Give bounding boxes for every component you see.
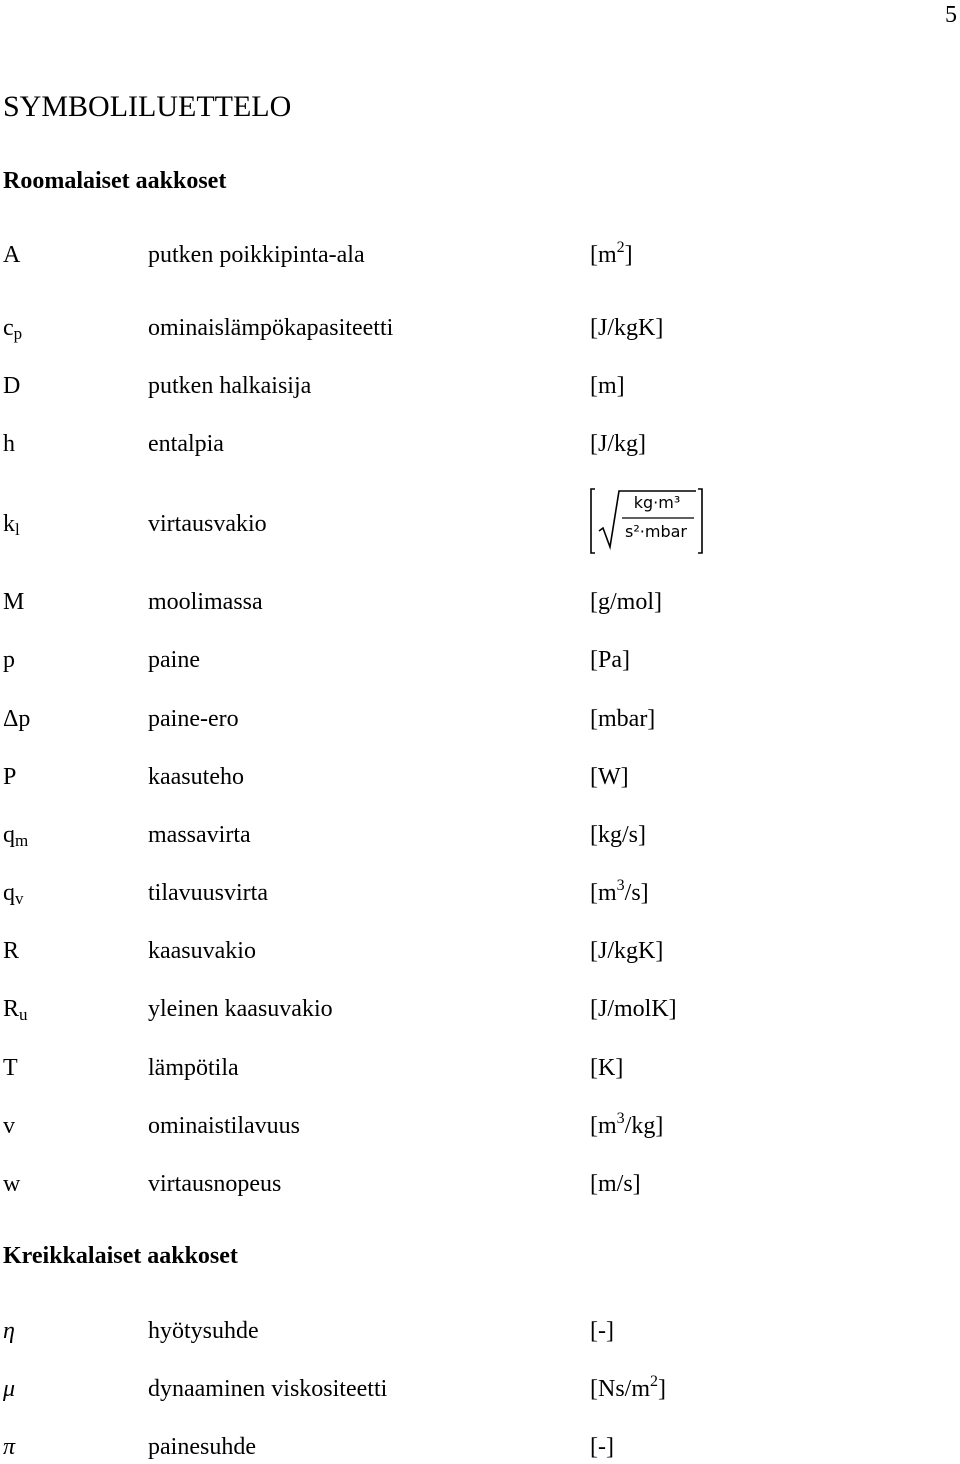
symbol: p [3,647,15,673]
unit: [-] [590,1434,614,1460]
symbol-row [0,992,960,1026]
description: putken poikkipinta-ala [148,242,365,268]
section-heading-roman: Roomalaiset aakkoset [3,168,227,194]
description: ominaislämpökapasiteetti [148,315,394,341]
symbol-row [0,1051,960,1085]
unit: [mbar] [590,706,656,732]
unit: [Pa] [590,647,630,673]
symbol-row [0,1167,960,1201]
unit-superscript: 3 [616,877,625,894]
symbol-row [0,1372,960,1406]
symbol-row [0,643,960,677]
symbol-subscript: u [19,1005,28,1024]
symbol: μ [3,1376,16,1402]
symbol: v [3,1113,15,1139]
symbol-subscript: p [13,324,23,343]
symbol: π [3,1434,16,1460]
symbol-row [0,1109,960,1143]
unit: [g/mol] [590,589,662,615]
symbol-row [0,1430,960,1464]
unit: $[m^2]$ [590,239,633,268]
description: paine [148,647,200,673]
symbol: qm [3,822,29,850]
symbol: kl [3,511,20,539]
symbol: cp [3,315,23,343]
symbol: A [3,242,21,268]
unit: [J/kg] [590,431,646,457]
symbol-subscript: v [15,889,24,908]
description: kaasuvakio [148,938,256,964]
symbol-row [0,760,960,794]
symbol-row [0,493,960,541]
symbol: T [3,1055,18,1081]
description: entalpia [148,431,224,457]
symbol-row [0,934,960,968]
unit-superscript: 2 [616,239,625,256]
unit: [K] [590,1055,624,1081]
unit-superscript: 3 [616,1110,625,1127]
symbol: η [3,1318,15,1344]
description: massavirta [148,822,251,848]
description: kaasuteho [148,764,244,790]
symbol-subscript: m [15,831,29,850]
unit-formula [588,487,706,555]
unit: [W] [590,764,629,790]
symbol: P [3,764,17,790]
symbol-row [0,427,960,461]
description: ominaistilavuus [148,1113,300,1139]
unit-superscript: 2 [650,1373,658,1390]
description: dynaaminen viskositeetti [148,1376,388,1402]
symbol-row [0,702,960,736]
description: virtausnopeus [148,1171,282,1197]
page-number: 5 [945,2,957,28]
unit: [kg/s] [590,822,646,848]
unit: [m] [590,373,625,399]
unit: [m/s] [590,1171,641,1197]
symbol: h [3,431,15,457]
description: tilavuusvirta [148,880,268,906]
symbol-row [0,369,960,403]
description: painesuhde [148,1434,256,1460]
symbol-row [0,585,960,619]
unit: [J/kgK] [590,938,664,964]
symbol-subscript: l [15,520,20,539]
symbol-row [0,876,960,910]
description: moolimassa [148,589,263,615]
description: hyötysuhde [148,1318,259,1344]
symbol: Δp [3,706,31,732]
symbol-row [0,311,960,345]
symbol: D [3,373,21,399]
unit: $[m^3/kg]$ [590,1110,664,1139]
description: yleinen kaasuvakio [148,996,333,1022]
symbol-row [0,1314,960,1348]
unit: $[Ns/m^2]$ [590,1373,666,1402]
unit-numerator: kg·m³ [633,493,681,512]
symbol: M [3,589,25,615]
unit: [J/kgK] [590,315,664,341]
unit: $[m^3/s]$ [590,877,649,906]
description: paine-ero [148,706,239,732]
unit-denominator: s²·mbar [625,522,687,541]
page-title: SYMBOLILUETTELO [3,90,292,123]
section-heading-greek: Kreikkalaiset aakkoset [3,1243,238,1269]
symbol: w [3,1171,21,1197]
description: putken halkaisija [148,373,312,399]
symbol: R [3,938,20,964]
symbol-row [0,238,960,272]
unit: [J/molK] [590,996,677,1022]
symbol-row [0,818,960,852]
description: lämpötila [148,1055,239,1081]
unit: [-] [590,1318,614,1344]
symbol: Ru [3,996,28,1024]
description: virtausvakio [148,511,267,537]
symbol: qv [3,880,24,908]
